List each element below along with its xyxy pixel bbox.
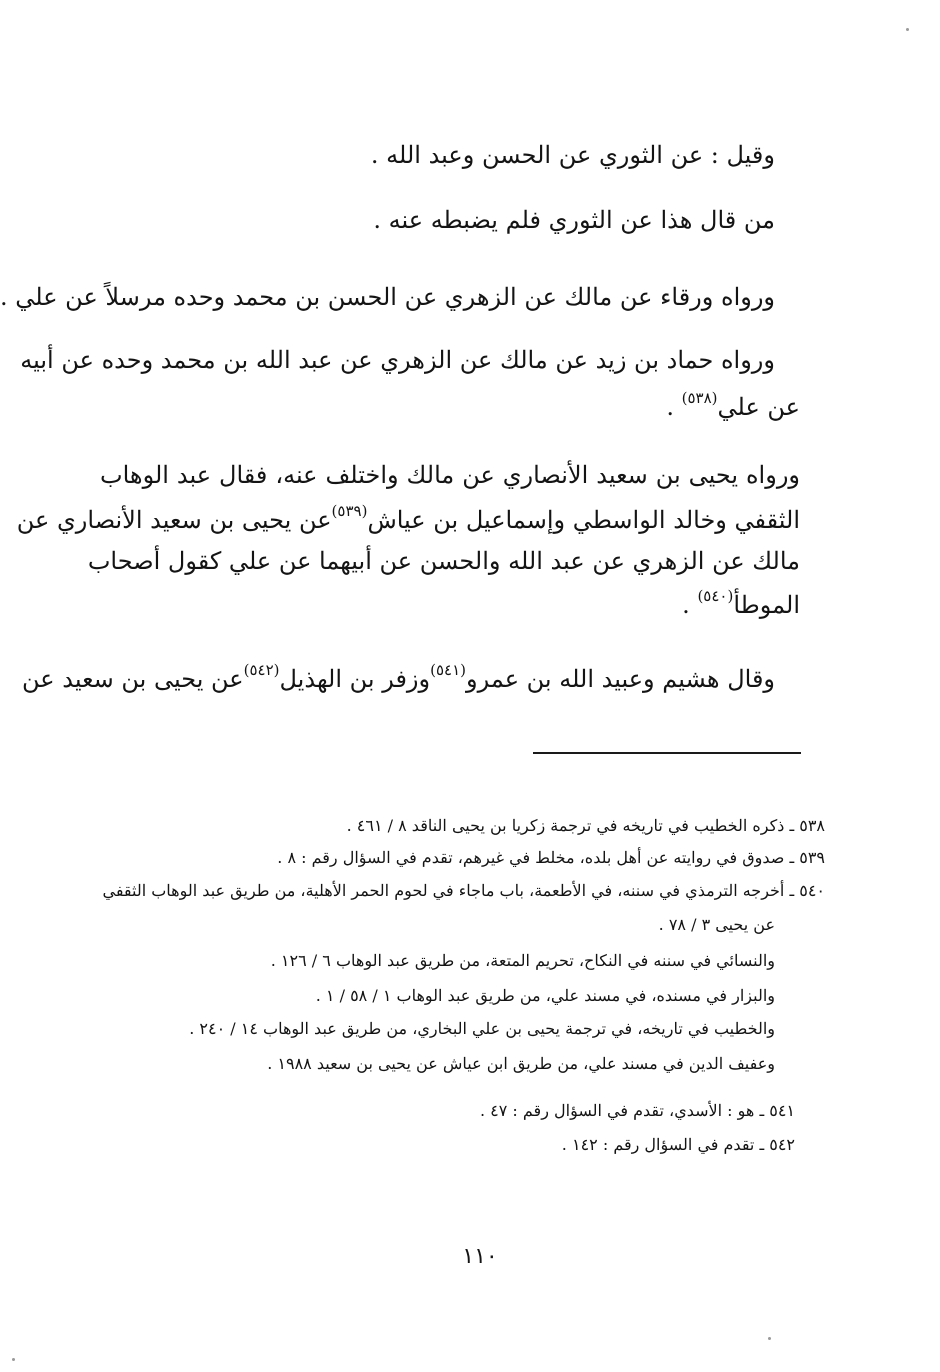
footnote-text: ٥٣٩ ـ صدوق في روايته عن أهل بلده، مخلط في غيرهم، تقدم في السؤال رقم : ٨ . xyxy=(277,848,825,867)
body-line xyxy=(371,140,775,170)
footnote-text: عن يحيى ٣ / ٧٨ . xyxy=(658,915,775,934)
body-text: وقال هشيم وعبيد الله بن عمرو xyxy=(466,665,775,693)
body-text: ورواه ورقاء عن مالك عن الزهري عن الحسن بن محمد وحده مرسلاً عن علي . xyxy=(0,283,775,311)
footnote-538 xyxy=(347,815,825,837)
body-text: مالك عن الزهري عن عبد الله والحسن عن أبيهما عن علي كقول أصحاب xyxy=(87,547,800,575)
footnote-ref[interactable]: (٥٣٩) xyxy=(331,502,368,520)
footnote-ref[interactable]: (٥٣٨) xyxy=(681,389,718,407)
body-line xyxy=(100,460,800,490)
body-line xyxy=(22,661,775,694)
footnote-text: والبزار في مسنده، في مسند علي، من طريق عبد الوهاب ١ / ٥٨ / ١ . xyxy=(315,986,775,1005)
body-text: وزفر بن الهذيل xyxy=(279,665,431,693)
footnote-text: وعفيف الدين في مسند علي، من طريق ابن عياش عن يحيى بن سعيد ١٩٨٨ . xyxy=(267,1054,775,1073)
body-text: عن يحيى بن سعيد عن xyxy=(22,665,244,693)
footnote-text: ٥٤٠ ـ أخرجه الترمذي في سننه، في الأطعمة، باب ماجاء في لحوم الحمر الأهلية، من طريق عبد الوهاب الثقفي xyxy=(102,881,825,900)
scan-speck xyxy=(768,1337,771,1340)
body-text: وقيل : عن الثوري عن الحسن وعبد الله . xyxy=(370,141,775,169)
body-text: الموطأ xyxy=(733,591,800,619)
footnote-540-sub xyxy=(316,985,775,1007)
body-text: ورواه حماد بن زيد عن مالك عن الزهري عن عبد الله بن محمد وحده عن أبيه xyxy=(20,346,775,374)
footnote-540-sub xyxy=(271,950,775,972)
body-line xyxy=(0,282,775,312)
body-line xyxy=(20,345,775,375)
footnote-text: والخطيب في تاريخه، في ترجمة يحيى بن علي البخاري، من طريق عبد الوهاب ١٤ / ٢٤٠ . xyxy=(189,1019,775,1038)
body-text: الثقفي وخالد الواسطي وإسماعيل بن عياش xyxy=(367,506,800,534)
body-line xyxy=(16,502,800,535)
footnote-ref[interactable]: (٥٤٢) xyxy=(243,661,280,679)
footnote-541 xyxy=(480,1100,795,1122)
footnote-540-sub xyxy=(189,1018,775,1040)
body-line xyxy=(87,546,800,576)
footnote-text: ٥٣٨ ـ ذكره الخطيب في تاريخه في ترجمة زكريا بن يحيى الناقد ٨ / ٤٦١ . xyxy=(346,816,825,835)
body-text: . xyxy=(682,591,698,619)
footnote-540-cont xyxy=(659,914,775,936)
footnote-539 xyxy=(277,847,825,869)
body-text: ورواه يحيى بن سعيد الأنصاري عن مالك واختلف عنه، فقال عبد الوهاب xyxy=(100,461,800,489)
body-text: عن علي xyxy=(717,393,800,421)
body-line xyxy=(373,205,775,235)
page-number: ١١٠ xyxy=(462,1244,498,1269)
scan-speck xyxy=(906,28,909,31)
footnote-separator xyxy=(533,752,801,754)
body-text: من قال هذا عن الثوري فلم يضبطه عنه . xyxy=(373,206,775,234)
footnote-540 xyxy=(102,880,825,902)
footnote-ref[interactable]: (٥٤٠) xyxy=(697,587,734,605)
footnote-542 xyxy=(562,1134,795,1156)
body-text: عن يحيى بن سعيد الأنصاري عن xyxy=(16,506,332,534)
body-line xyxy=(666,389,800,422)
footnote-text: ٥٤١ ـ هو : الأسدي، تقدم في السؤال رقم : ٤٧ . xyxy=(479,1101,795,1120)
footnote-text: والنسائي في سننه في النكاح، تحريم المتعة، من طريق عبد الوهاب ٦ / ١٢٦ . xyxy=(270,951,775,970)
footnote-ref[interactable]: (٥٤١) xyxy=(430,661,466,679)
body-line xyxy=(682,587,800,620)
footnote-text: ٥٤٢ ـ تقدم في السؤال رقم : ١٤٢ . xyxy=(561,1135,795,1154)
scan-speck xyxy=(12,1358,15,1361)
body-text: . xyxy=(666,393,682,421)
footnote-540-sub xyxy=(267,1053,775,1075)
